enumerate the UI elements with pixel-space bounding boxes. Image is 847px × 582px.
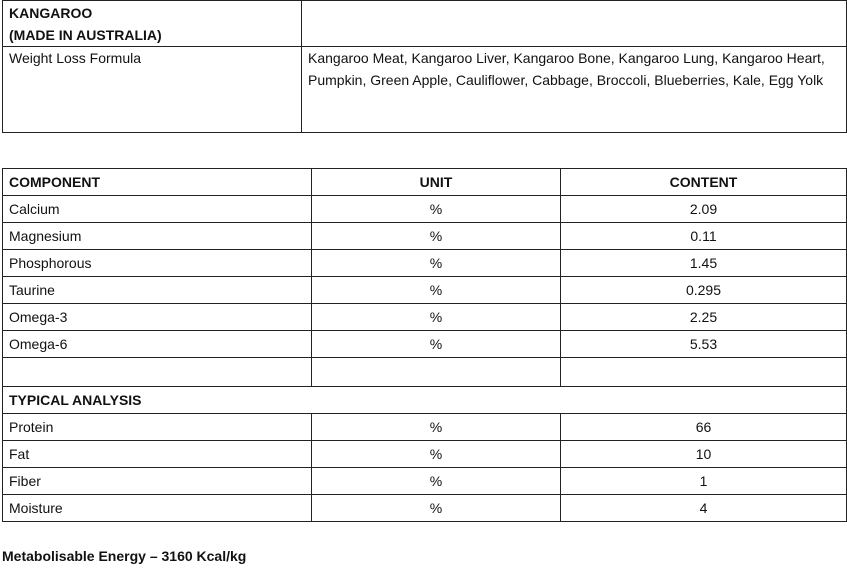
table-row: [3, 196, 847, 223]
table-row: [3, 250, 847, 277]
table-row: [3, 223, 847, 250]
product-origin: (MADE IN AUSTRALIA): [9, 27, 162, 43]
component-name: Omega-6: [3, 331, 312, 358]
analysis-content: 10: [561, 441, 847, 468]
analysis-content: 1: [561, 468, 847, 495]
metabolisable-energy: Metabolisable Energy – 3160 Kcal/kg: [2, 548, 247, 564]
component-unit: %: [312, 250, 561, 277]
product-title-row: [3, 1, 847, 47]
component-unit: %: [312, 277, 561, 304]
component-name: Calcium: [3, 196, 312, 223]
formula-name: Weight Loss Formula: [3, 47, 302, 133]
ingredients-list: Kangaroo Meat, Kangaroo Liver, Kangaroo Bone, Kangaroo Lung, Kangaroo Heart, Pumpkin, Green Apple, Cauliflower, Cabbage, Broccoli, Blueberries, Kale, Egg Yolk: [302, 47, 847, 133]
analysis-name: Protein: [3, 414, 312, 441]
analysis-content: 66: [561, 414, 847, 441]
component-content: 0.11: [561, 223, 847, 250]
analysis-name: Fat: [3, 441, 312, 468]
component-content: 2.25: [561, 304, 847, 331]
component-unit: %: [312, 331, 561, 358]
header-content: CONTENT: [561, 169, 847, 196]
component-content: 5.53: [561, 331, 847, 358]
table-row: [3, 277, 847, 304]
header-component: COMPONENT: [3, 169, 312, 196]
spacer-cell: [312, 358, 561, 387]
component-content: 0.295: [561, 277, 847, 304]
component-name: Omega-3: [3, 304, 312, 331]
table-row: [3, 414, 847, 441]
spacer-row: [3, 358, 847, 387]
analysis-unit: %: [312, 414, 561, 441]
analysis-unit: %: [312, 441, 561, 468]
spacer-cell: [3, 358, 312, 387]
analysis-heading-row: [3, 387, 847, 414]
component-name: Magnesium: [3, 223, 312, 250]
component-header-row: [3, 169, 847, 196]
analysis-name: Moisture: [3, 495, 312, 522]
product-description-row: [3, 47, 847, 133]
product-table: [2, 0, 847, 133]
component-unit: %: [312, 196, 561, 223]
table-row: [3, 468, 847, 495]
analysis-content: 4: [561, 495, 847, 522]
header-unit: UNIT: [312, 169, 561, 196]
component-name: Taurine: [3, 277, 312, 304]
analysis-unit: %: [312, 468, 561, 495]
component-unit: %: [312, 223, 561, 250]
component-content: 2.09: [561, 196, 847, 223]
table-row: [3, 495, 847, 522]
analysis-unit: %: [312, 495, 561, 522]
table-row: [3, 441, 847, 468]
product-title: KANGAROO: [9, 5, 93, 21]
component-table: [2, 168, 847, 522]
component-unit: %: [312, 304, 561, 331]
component-name: Phosphorous: [3, 250, 312, 277]
analysis-name: Fiber: [3, 468, 312, 495]
table-row: [3, 331, 847, 358]
component-content: 1.45: [561, 250, 847, 277]
table-row: [3, 304, 847, 331]
product-title-cell: [3, 1, 302, 47]
spacer-cell: [561, 358, 847, 387]
analysis-heading: TYPICAL ANALYSIS: [3, 387, 847, 414]
product-title-empty-cell: [302, 1, 847, 47]
